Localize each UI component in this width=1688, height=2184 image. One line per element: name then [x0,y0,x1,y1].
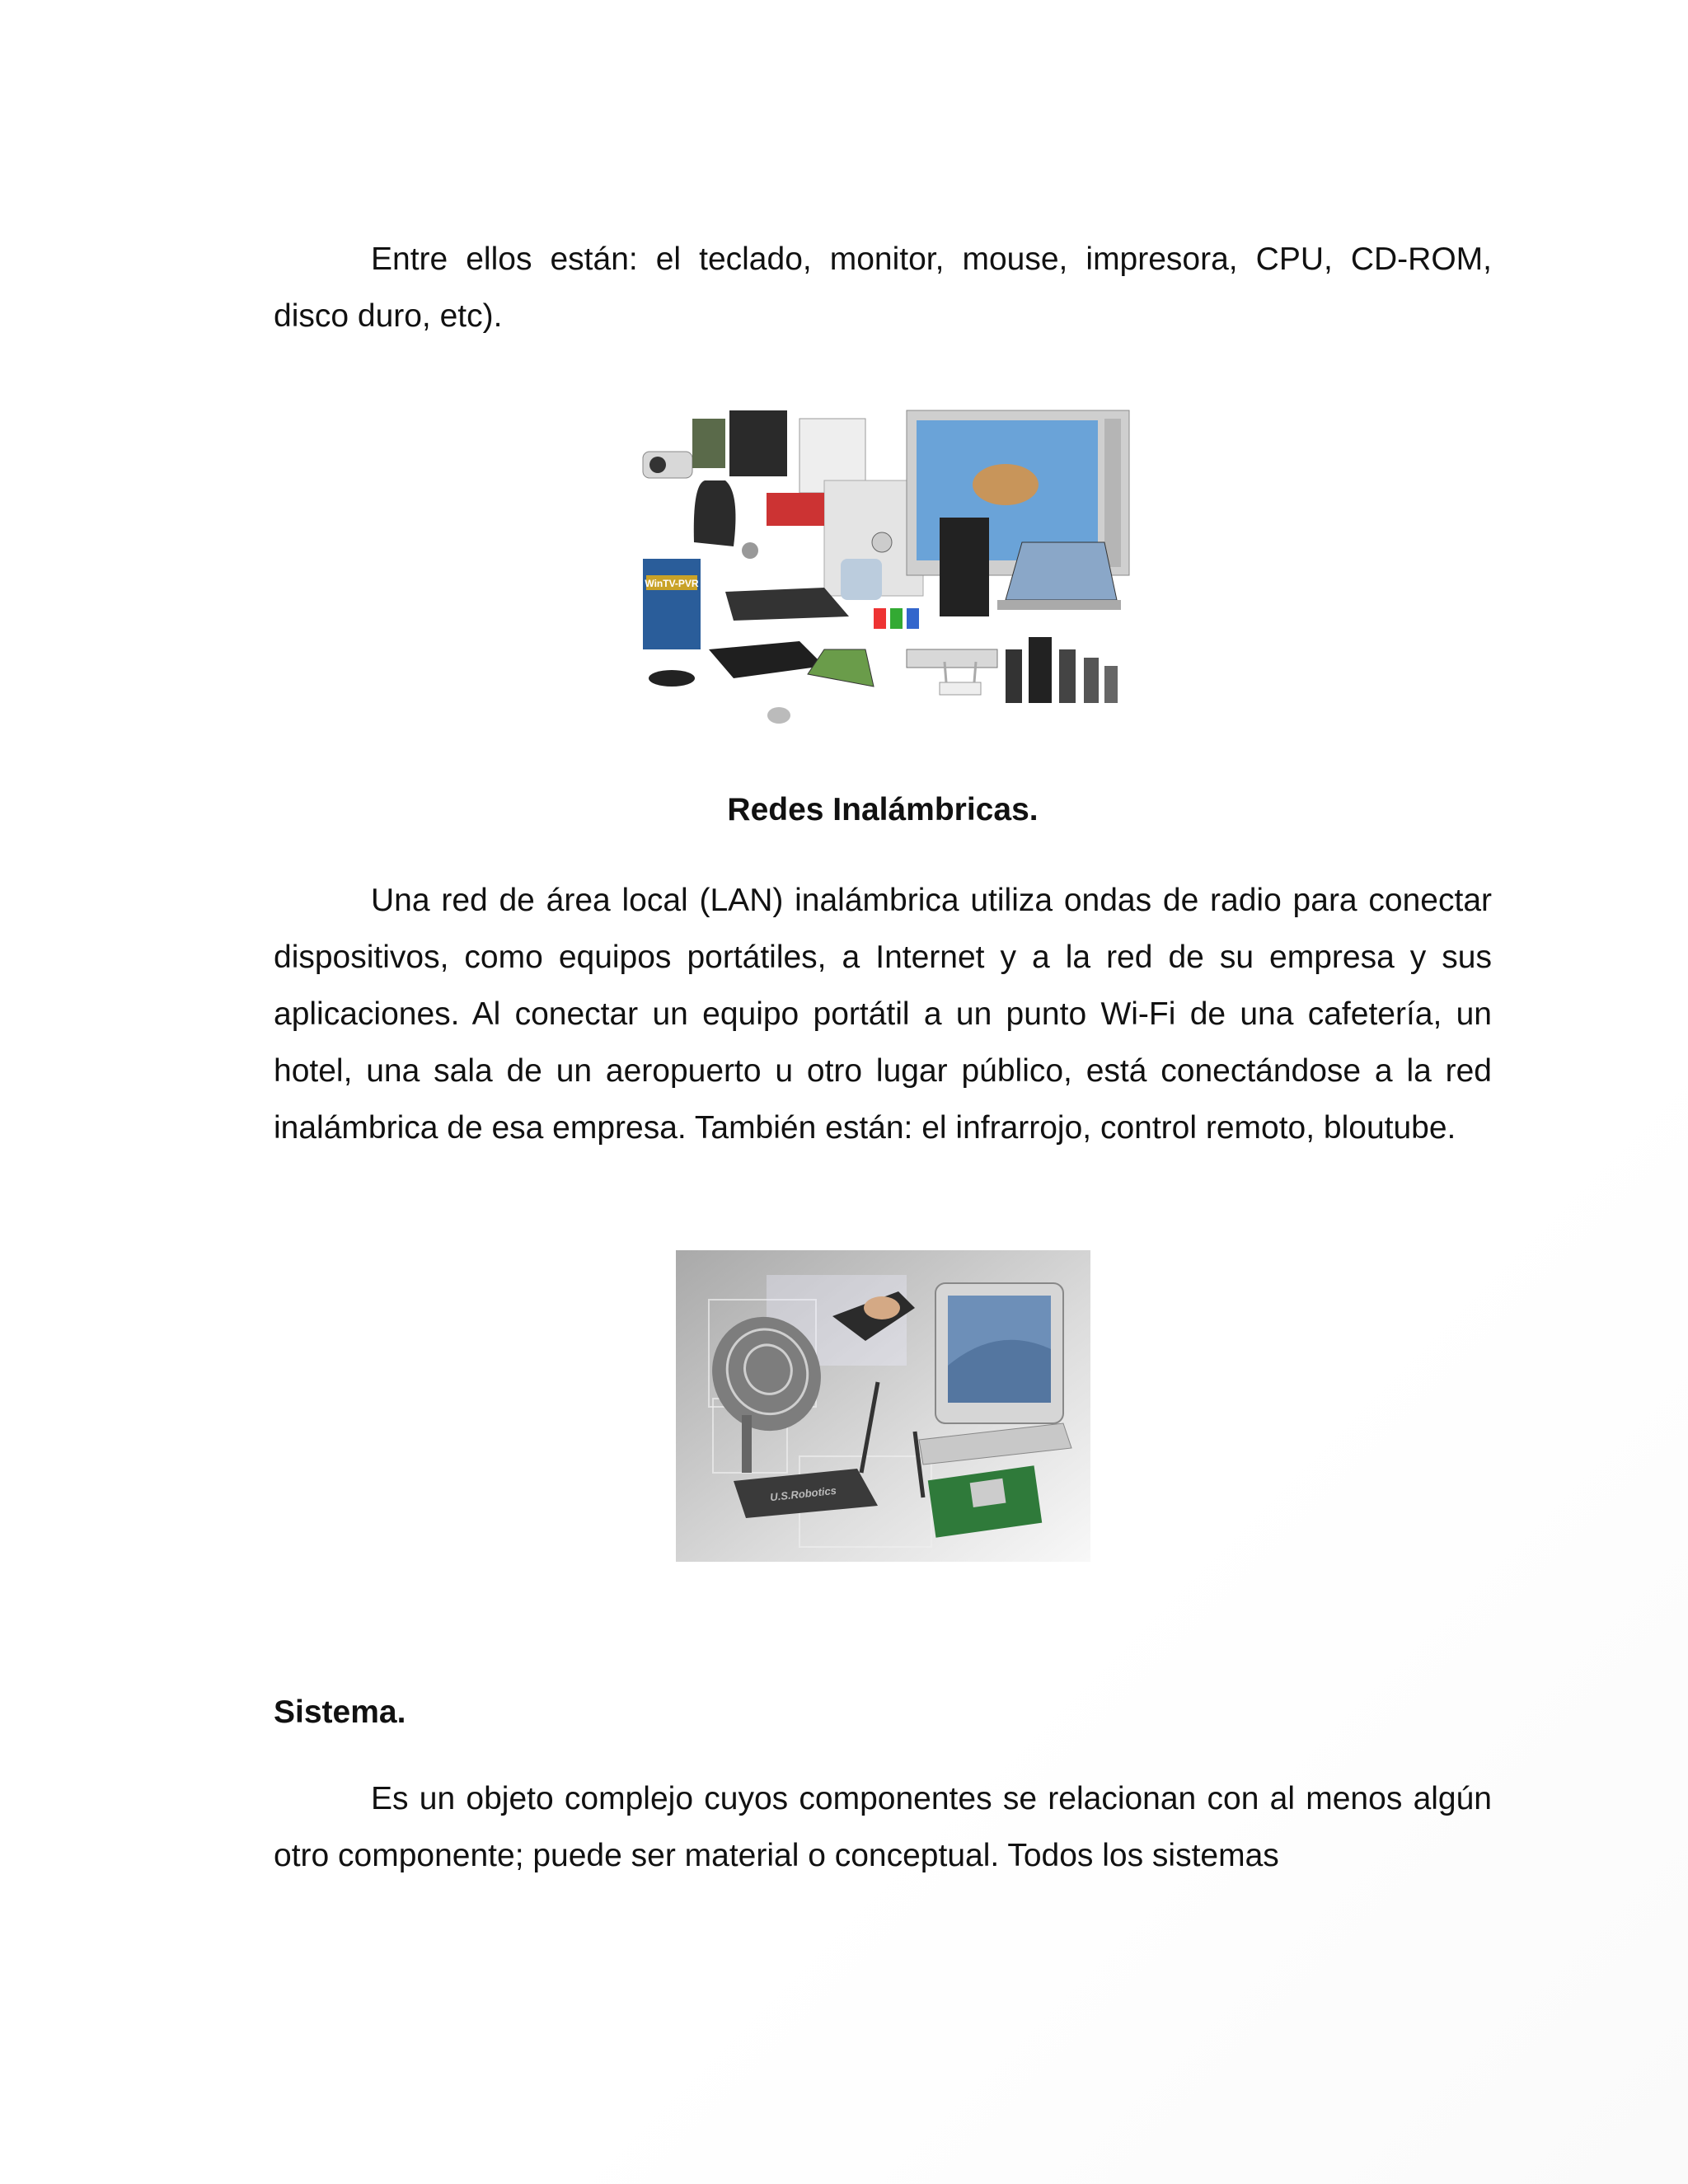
paragraph-hardware-list: Entre ellos están: el teclado, monitor, mouse, impresora, CPU, CD-ROM, disco duro, etc). [274,241,1492,334]
paragraph-wireless-networks: Una red de área local (LAN) inalámbrica utiliza ondas de radio para conectar dispositivos, como equipos portátiles, a Internet y a la red de su empresa y sus aplicaciones. Al conectar un equipo portátil a un punto Wi-Fi de una cafetería, un hotel, una sala de un aeropuerto u otro lugar público, está conectándose a la red inalámbrica de esa empresa. También están: el infrarrojo, control remoto, bloutube. [274,883,1492,1146]
cpu-tower-shape [940,518,989,616]
hardware-devices-image [635,402,1137,732]
wintv-label: WinTV-PVR [645,578,699,589]
computer-monitor-shape [919,1283,1071,1465]
paragraph-sistema: Es un objeto complejo cuyos componentes se relacionan con al menos algún otro componente; puede ser material o conceptual. Todos los sistemas [274,1781,1492,1873]
speaker-shape [1006,649,1022,703]
mouse-shape [767,707,790,724]
router-brand-label: U.S.Robotics [769,1483,837,1504]
heading-sistema: Sistema. [274,1694,406,1730]
wintv-box-shape [643,559,701,649]
switch-shape [709,641,824,678]
heading-redes-inalambricas: Redes Inalámbricas. [727,792,1039,827]
wireless-devices-image [676,1250,1090,1562]
